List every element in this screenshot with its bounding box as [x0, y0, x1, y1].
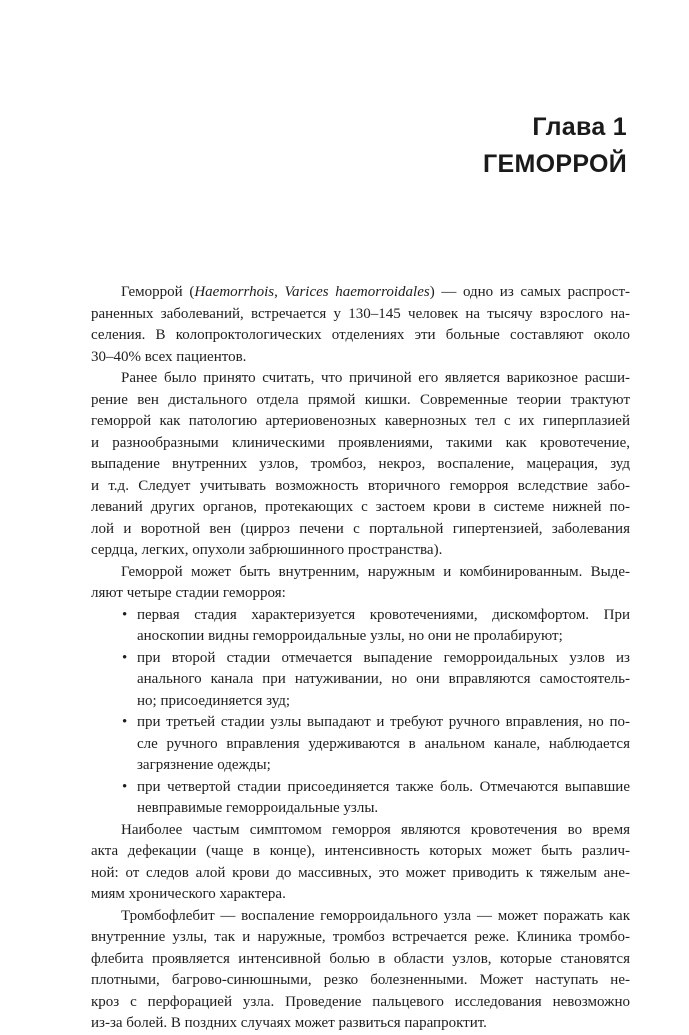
- text-line: миям хронического характера.: [91, 886, 286, 902]
- bullet-icon: •: [122, 649, 128, 666]
- text-line: при второй стадии отмечается выпадение геморроидальных узлов из: [137, 649, 630, 666]
- text-line: ляют четыре стадии геморроя:: [91, 585, 286, 601]
- text-line: леваний других органов, протекающих с застоем крови в системе нижней по-: [91, 499, 630, 515]
- text-line: селения. В колопроктологических отделениях эти больные составляют около: [91, 327, 630, 343]
- text-line: аноскопии видны геморроидальные узлы, но они не пролабируют;: [137, 628, 563, 644]
- text-line: кроз с перфорацией узла. Проведение пальцевого исследования невозможно: [91, 993, 630, 1010]
- text-line: Наиболее частым симптомом геморроя являются кровотечения во время: [121, 821, 630, 838]
- text-line: невправимые геморроидальные узлы.: [137, 800, 379, 816]
- text-line: первая стадия характеризуется кровотечениями, дискомфортом. При: [137, 606, 630, 623]
- text-line: плотными, багрово-синюшными, резко болезненными. Может наступать не-: [91, 972, 630, 988]
- chapter-title: ГЕМОРРОЙ: [483, 150, 627, 178]
- list-item: [91, 712, 630, 777]
- text-line: рение вен дистального отдела прямой кишки. Современные теории трактуют: [91, 391, 630, 408]
- bullet-icon: •: [122, 778, 128, 795]
- bullet-icon: •: [122, 606, 128, 623]
- bullet-icon: •: [122, 714, 128, 730]
- text-line: внутренние узлы, так и наружные, тромбоз встречается реже. Клиника тромбо-: [91, 929, 630, 945]
- text-line: сле ручного вправления удерживаются в анальном канале, наблюдается: [137, 735, 630, 752]
- text-line: акта дефекации (чаще в конце), интенсивность которых может быть различ-: [91, 843, 630, 859]
- text-line: 30–40% всех пациентов.: [91, 348, 247, 365]
- paragraph-2: [91, 368, 630, 562]
- text-line: анального канала при натуживании, но они вправляются самостоятель-: [137, 671, 630, 687]
- text-line: сердца, легких, опухоли забрюшинного пространства).: [91, 542, 443, 558]
- text-line: Ранее было принято считать, что причиной его является варикозное расши-: [121, 370, 630, 386]
- text-line: Тромбофлебит — воспаление геморроидального узла — может поражать как: [121, 907, 630, 924]
- text-line: ной: от следов алой крови до массивных, это может приводить к тяжелым ане-: [91, 864, 630, 881]
- text-line: Геморрой может быть внутренним, наружным и комбинированным. Выде-: [121, 563, 630, 580]
- text-line: раненных заболеваний, встречается у 130–145 человек на тысячу взрослого на-: [91, 305, 630, 322]
- text-line: при третьей стадии узлы выпадают и требуют ручного вправления, но по-: [137, 714, 630, 730]
- text-line: выпадение внутренних узлов, тромбоз, некроз, воспаление, мацерация, зуд: [91, 456, 630, 472]
- text-line: при четвертой стадии присоединяется также боль. Отмечаются выпавшие: [137, 778, 630, 795]
- body-text: [91, 282, 630, 1035]
- text-line: лой и воротной вен (цирроз печени с портальной гипертензией, заболевания: [91, 520, 630, 537]
- chapter-number: Глава 1: [532, 113, 627, 141]
- text-line: из-за болей. В поздних случаях может развиться парапроктит.: [91, 1015, 487, 1031]
- paragraph-3: [91, 562, 630, 605]
- list-item: [91, 605, 630, 648]
- text-line: и разнообразными клиническими проявлениями, такими как кровотечение,: [91, 434, 630, 451]
- text-line: загрязнение одежды;: [137, 757, 271, 773]
- paragraph-1: [91, 282, 630, 368]
- paragraph-4: [91, 820, 630, 906]
- text-line: но; присоединяется зуд;: [137, 692, 291, 709]
- list-item: [91, 777, 630, 820]
- paragraph-5: [91, 906, 630, 1035]
- text-line: геморрой как патологию артериовенозных кавернозных тел с их гиперплазией: [91, 413, 630, 429]
- list-item: [91, 648, 630, 713]
- text-line: Геморрой (Haemorrhois, Varices haemorroidales) — одно из самых распрост-: [121, 284, 631, 300]
- text-line: флебита проявляется интенсивной болью в области узлов, которые становятся: [91, 950, 630, 967]
- text-line: и т.д. Следует учитывать возможность вторичного геморроя вследствие забо-: [91, 477, 630, 494]
- stages-list: [91, 605, 630, 820]
